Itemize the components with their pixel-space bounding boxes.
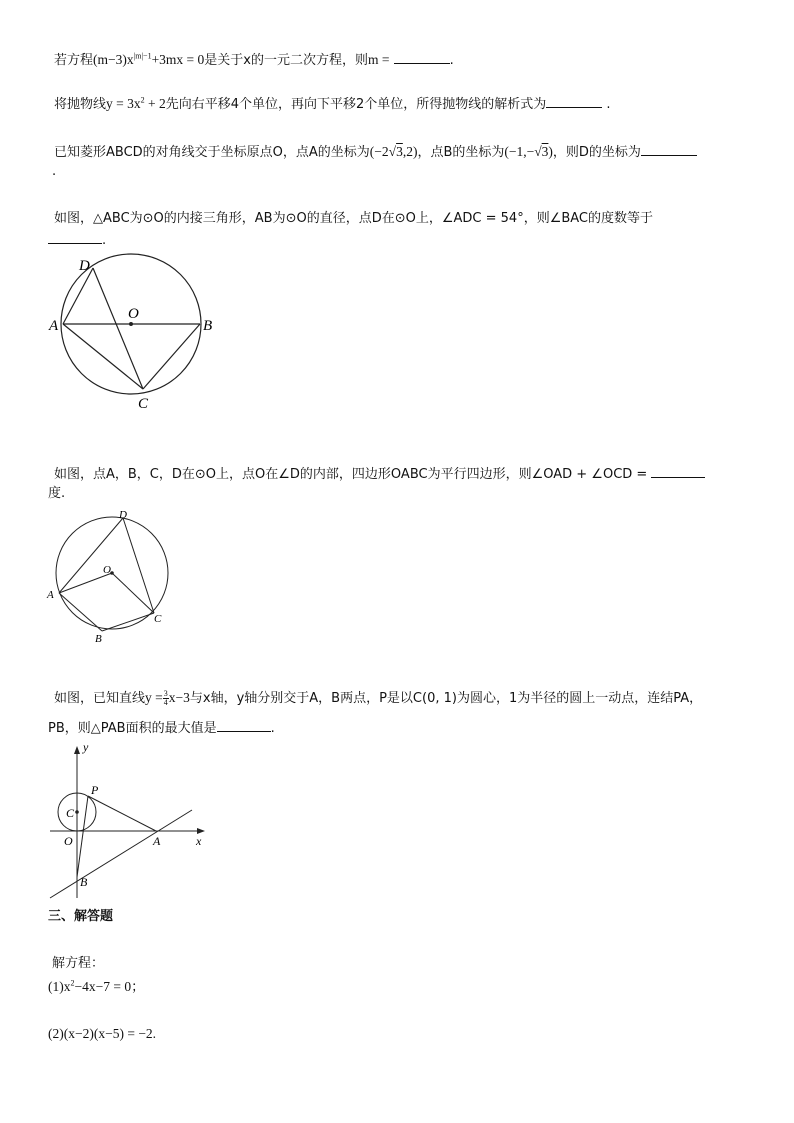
q6-label-a: A (153, 834, 161, 848)
q6-segment-pb (77, 796, 88, 877)
q4-chord-ad (63, 268, 93, 324)
q6-label-x: x (196, 834, 202, 848)
q1-suffix: 是关于x的一元二次方程，则 (204, 53, 368, 68)
q3-end: . (52, 164, 57, 179)
q4-text: 如图，△ABC为⊙O的内接三角形，AB为⊙O的直径，点D在⊙O上，∠ADC = 54°，则∠BAC的度数等于 (54, 211, 654, 226)
q6-text: 如图，已知直线y = $\frac{3}{4}$ x−3与x轴，y轴分别交于A，B两点，P是以C(0, 1)为圆心，1为半径的圆上一动点，连结PA， (54, 689, 703, 708)
q4-figure (40, 250, 230, 415)
q6-y-arrow (74, 746, 80, 754)
q4-center-dot (129, 322, 133, 326)
q7-part2: (2)(x−2)(x−5) = −2. (48, 1026, 157, 1041)
q4-chord-bc (143, 324, 200, 389)
q5-label-c: C (154, 613, 162, 625)
q6-label-p: P (91, 783, 99, 797)
q6-center-dot (75, 810, 79, 814)
q2-text: 将抛物线$y = 3x^2 + 2$先向右平移4个单位，再向下平移2个单位，所得抛物线的解析式为 . (54, 95, 611, 112)
q1-math: $(m-3)x^{|m|-1}+3mx = 0$ (93, 51, 205, 67)
q1-m: m = (368, 52, 390, 67)
q4-label-b: B (203, 318, 213, 334)
q4-chord-ac (63, 324, 143, 389)
q3-point-a: (−2√3,2) (369, 144, 418, 159)
q6-label-c: C (66, 806, 75, 820)
q5-figure (40, 505, 190, 645)
q4-label-a: A (49, 318, 59, 334)
q4-answer-blank[interactable] (48, 231, 102, 244)
q6-answer-blank[interactable] (217, 719, 271, 732)
q7-intro: 解方程： (52, 956, 105, 971)
q5-label-o: O (103, 564, 111, 576)
q1-text: 若方程$(m-3)x^{|m|-1}+3mx = 0$是关于x的一元二次方程，则m = . (54, 51, 454, 68)
q3-answer-blank[interactable] (641, 143, 697, 156)
section-title: 三、解答题 (48, 909, 114, 924)
q6-figure (40, 738, 220, 903)
q6-label-o: O (64, 834, 73, 848)
q6-line-ab (50, 810, 192, 898)
q5-text: 如图，点A，B，C，D在⊙O上，点O在∠D的内部，四边形OABC为平行四边形，则∠OAD + ∠OCD = (54, 465, 705, 484)
q6-label-y: y (83, 740, 89, 754)
q4-label-c: C (138, 396, 149, 412)
q2-answer-blank[interactable] (546, 95, 602, 108)
q3-point-b: (−1,−√3) (504, 144, 553, 159)
q4-answer-line: . (48, 231, 106, 250)
q6-segment-pa (88, 796, 156, 831)
q5-chord-ad (59, 518, 123, 593)
q4-label-d: D (79, 258, 90, 274)
q6-text-line2: PB，则△PAB面积的最大值是 . (48, 721, 275, 736)
q5-answer-blank[interactable] (651, 465, 705, 478)
q1-answer-blank[interactable] (394, 51, 450, 64)
q5-side-ab (59, 593, 102, 631)
q5-side-bc (102, 613, 154, 631)
q5-label-a: A (47, 589, 54, 601)
q1-prefix: 若方程 (54, 53, 94, 68)
q6-label-b: B (80, 875, 88, 889)
q4-chord-dc (93, 268, 143, 389)
q6-math: y = $\frac{3}{4}$ x−3 (145, 689, 190, 708)
q4-label-o: O (128, 306, 139, 322)
q3-text: 已知菱形ABCD的对角线交于坐标原点O，点A的坐标为(−2√3,2)，点B的坐标为(−1,−√3)，则D的坐标为 (54, 143, 697, 162)
q5-label-b: B (95, 633, 102, 645)
q5-end: 度. (48, 486, 66, 501)
q2-math: $y = 3x^2 + 2$ (106, 95, 166, 111)
q7-part1: $(1)x^2-4x-7 = 0$； (48, 978, 145, 994)
q5-label-d: D (119, 509, 127, 521)
